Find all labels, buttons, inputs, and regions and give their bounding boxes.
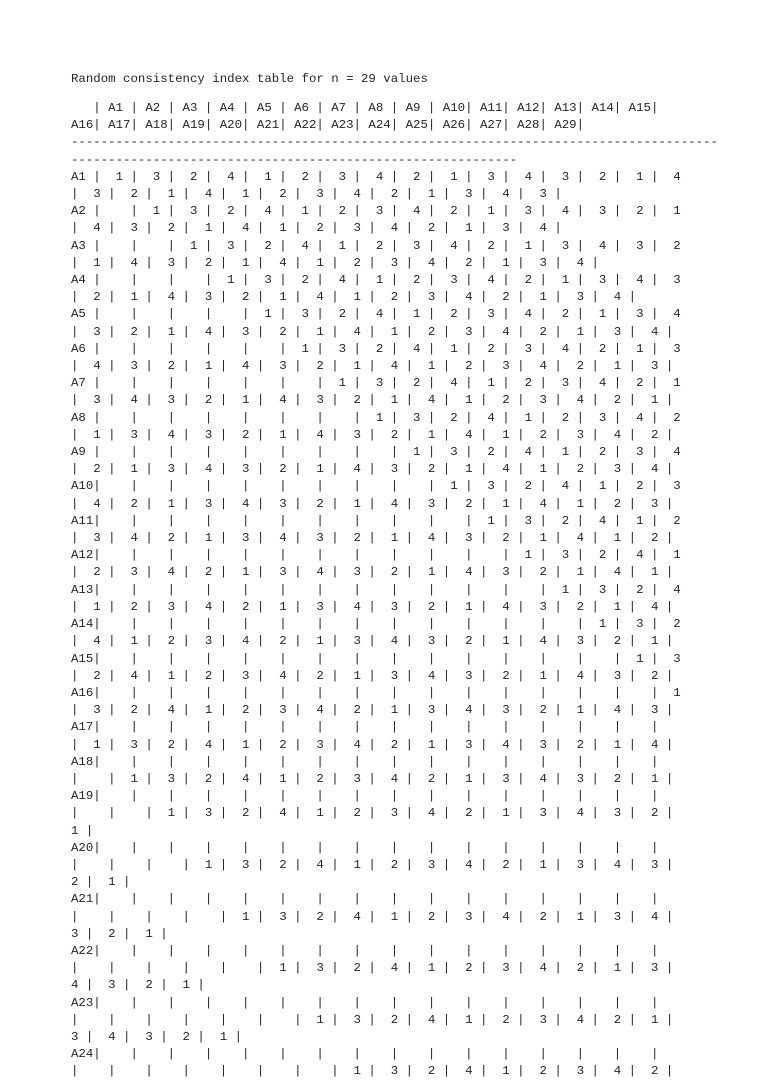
table-line: 4 | 3 | 2 | 1 | xyxy=(71,978,205,993)
table-line: | 3 | 4 | 2 | 1 | 3 | 4 | 3 | 2 | 1 | 4 | 3 | 2 | 1 | 4 | 1 | 2 | xyxy=(71,531,674,546)
table-line: | | | | | 1 | 3 | 2 | 4 | 1 | 2 | 3 | 4 | 2 | 1 | 3 | 4 | xyxy=(71,909,674,924)
table-line: A15| | | | | | | | | | | | | | | 1 | 3 xyxy=(71,651,681,666)
table-line: | 4 | 1 | 2 | 3 | 4 | 2 | 1 | 3 | 4 | 3 | 2 | 1 | 4 | 3 | 2 | 1 | xyxy=(71,634,674,649)
table-line: A6 | | | | | | 1 | 3 | 2 | 4 | 1 | 2 | 3 | 4 | 2 | 1 | 3 xyxy=(71,341,681,356)
table-line: A23| | | | | | | | | | | | | | | | xyxy=(71,995,659,1010)
table-line: A16| | | | | | | | | | | | | | | | 1 xyxy=(71,685,681,700)
table-line: | | 1 | 3 | 2 | 4 | 1 | 2 | 3 | 4 | 2 | 1 | 3 | 4 | 3 | 2 | 1 | xyxy=(71,771,674,786)
table-line: --------------------------------------------------------------------------------------- xyxy=(71,135,718,150)
document-title: Random consistency index table for n = 29 values xyxy=(71,72,428,86)
table-line: | 3 | 2 | 4 | 1 | 2 | 3 | 4 | 2 | 1 | 3 | 4 | 3 | 2 | 1 | 4 | 3 | xyxy=(71,703,674,718)
table-line: | 4 | 3 | 2 | 1 | 4 | 1 | 2 | 3 | 4 | 2 | 1 | 3 | 4 | xyxy=(71,221,562,236)
table-line: A12| | | | | | | | | | | | 1 | 3 | 2 | 4 | 1 xyxy=(71,548,681,563)
table-line: A3 | | | 1 | 3 | 2 | 4 | 1 | 2 | 3 | 4 | 2 | 1 | 3 | 4 | 3 | 2 xyxy=(71,238,681,253)
table-line: A17| | | | | | | | | | | | | | | | xyxy=(71,720,659,735)
table-line: | 1 | 3 | 4 | 3 | 2 | 1 | 4 | 3 | 2 | 1 | 4 | 1 | 2 | 3 | 4 | 2 | xyxy=(71,427,674,442)
table-line: A9 | | | | | | | | | 1 | 3 | 2 | 4 | 1 | 2 | 3 | 4 xyxy=(71,445,681,460)
table-line: ------------------------------------------------------------ xyxy=(71,152,518,167)
table-line: | | | 1 | 3 | 2 | 4 | 1 | 2 | 3 | 4 | 2 | 1 | 3 | 4 | 3 | 2 | xyxy=(71,806,674,821)
table-line: | 4 | 3 | 2 | 1 | 4 | 3 | 2 | 1 | 4 | 1 | 2 | 3 | 4 | 2 | 1 | 3 | xyxy=(71,359,674,374)
table-line: | 2 | 1 | 4 | 3 | 2 | 1 | 4 | 1 | 2 | 3 | 4 | 2 | 1 | 3 | 4 | xyxy=(71,290,637,305)
table-line: | A1 | A2 | A3 | A4 | A5 | A6 | A7 | A8 | A9 | A10| A11| A12| A13| A14| A15| xyxy=(71,101,659,115)
table-line: | 3 | 2 | 1 | 4 | 3 | 2 | 1 | 4 | 1 | 2 | 3 | 4 | 2 | 1 | 3 | 4 | xyxy=(71,324,674,339)
table-line: | | | | | | 1 | 3 | 2 | 4 | 1 | 2 | 3 | 4 | 2 | 1 | 3 | xyxy=(71,961,674,976)
table-line: A14| | | | | | | | | | | | | | 1 | 3 | 2 xyxy=(71,617,681,632)
table-line: A24| | | | | | | | | | | | | | | | xyxy=(71,1047,659,1062)
table-line: 2 | 1 | xyxy=(71,875,131,890)
table-line: A13| | | | | | | | | | | | | 1 | 3 | 2 | 4 xyxy=(71,582,681,597)
table-line: A22| | | | | | | | | | | | | | | | xyxy=(71,943,659,958)
table-line: | 3 | 4 | 3 | 2 | 1 | 4 | 3 | 2 | 1 | 4 | 1 | 2 | 3 | 4 | 2 | 1 | xyxy=(71,393,674,408)
table-line: A8 | | | | | | | | 1 | 3 | 2 | 4 | 1 | 2 | 3 | 4 | 2 xyxy=(71,410,681,425)
table-line: A19| | | | | | | | | | | | | | | | xyxy=(71,789,659,804)
table-line: | | | | | | | 1 | 3 | 2 | 4 | 1 | 2 | 3 | 4 | 2 | 1 | xyxy=(71,1012,674,1027)
table-line: | 3 | 2 | 1 | 4 | 1 | 2 | 3 | 4 | 2 | 1 | 3 | 4 | 3 | xyxy=(71,187,562,202)
table-line: | 1 | 2 | 3 | 4 | 2 | 1 | 3 | 4 | 3 | 2 | 1 | 4 | 3 | 2 | 1 | 4 | xyxy=(71,599,674,614)
table-line: | | | | | | | | 1 | 3 | 2 | 4 | 1 | 2 | 3 | 4 | 2 | xyxy=(71,1064,674,1079)
table-line: A7 | | | | | | | 1 | 3 | 2 | 4 | 1 | 2 | 3 | 4 | 2 | 1 xyxy=(71,376,681,391)
consistency-table xyxy=(71,100,718,1081)
table-line: A10| | | | | | | | | | 1 | 3 | 2 | 4 | 1 | 2 | 3 xyxy=(71,479,681,494)
table-line: | 2 | 3 | 4 | 2 | 1 | 3 | 4 | 3 | 2 | 1 | 4 | 3 | 2 | 1 | 4 | 1 | xyxy=(71,565,674,580)
table-line: A18| | | | | | | | | | | | | | | | xyxy=(71,754,659,769)
table-line: 1 | xyxy=(71,823,94,838)
table-line: A20| | | | | | | | | | | | | | | | xyxy=(71,840,659,855)
table-line: A16| A17| A18| A19| A20| A21| A22| A23| A24| A25| A26| A27| A28| A29| xyxy=(71,118,585,133)
table-line: A4 | | | | 1 | 3 | 2 | 4 | 1 | 2 | 3 | 4 | 2 | 1 | 3 | 4 | 3 xyxy=(71,273,681,288)
table-line: | 2 | 4 | 1 | 2 | 3 | 4 | 2 | 1 | 3 | 4 | 3 | 2 | 1 | 4 | 3 | 2 | xyxy=(71,668,674,683)
table-line: | 4 | 2 | 1 | 3 | 4 | 3 | 2 | 1 | 4 | 3 | 2 | 1 | 4 | 1 | 2 | 3 | xyxy=(71,496,674,511)
table-line: | 2 | 1 | 3 | 4 | 3 | 2 | 1 | 4 | 3 | 2 | 1 | 4 | 1 | 2 | 3 | 4 | xyxy=(71,462,674,477)
table-line: | 1 | 4 | 3 | 2 | 1 | 4 | 1 | 2 | 3 | 4 | 2 | 1 | 3 | 4 | xyxy=(71,255,599,270)
table-line: | | | | 1 | 3 | 2 | 4 | 1 | 2 | 3 | 4 | 2 | 1 | 3 | 4 | 3 | xyxy=(71,857,674,872)
table-line: 3 | 2 | 1 | xyxy=(71,926,168,941)
table-line: A11| | | | | | | | | | | 1 | 3 | 2 | 4 | 1 | 2 xyxy=(71,513,681,528)
table-line: A1 | 1 | 3 | 2 | 4 | 1 | 2 | 3 | 4 | 2 | 1 | 3 | 4 | 3 | 2 | 1 | 4 xyxy=(71,169,681,184)
table-line: A5 | | | | | 1 | 3 | 2 | 4 | 1 | 2 | 3 | 4 | 2 | 1 | 3 | 4 xyxy=(71,307,681,322)
table-line: 3 | 4 | 3 | 2 | 1 | xyxy=(71,1029,243,1044)
table-line: A21| | | | | | | | | | | | | | | | xyxy=(71,892,659,907)
table-line: | 1 | 3 | 2 | 4 | 1 | 2 | 3 | 4 | 2 | 1 | 3 | 4 | 3 | 2 | 1 | 4 | xyxy=(71,737,674,752)
table-line: A2 | | 1 | 3 | 2 | 4 | 1 | 2 | 3 | 4 | 2 | 1 | 3 | 4 | 3 | 2 | 1 xyxy=(71,204,681,219)
